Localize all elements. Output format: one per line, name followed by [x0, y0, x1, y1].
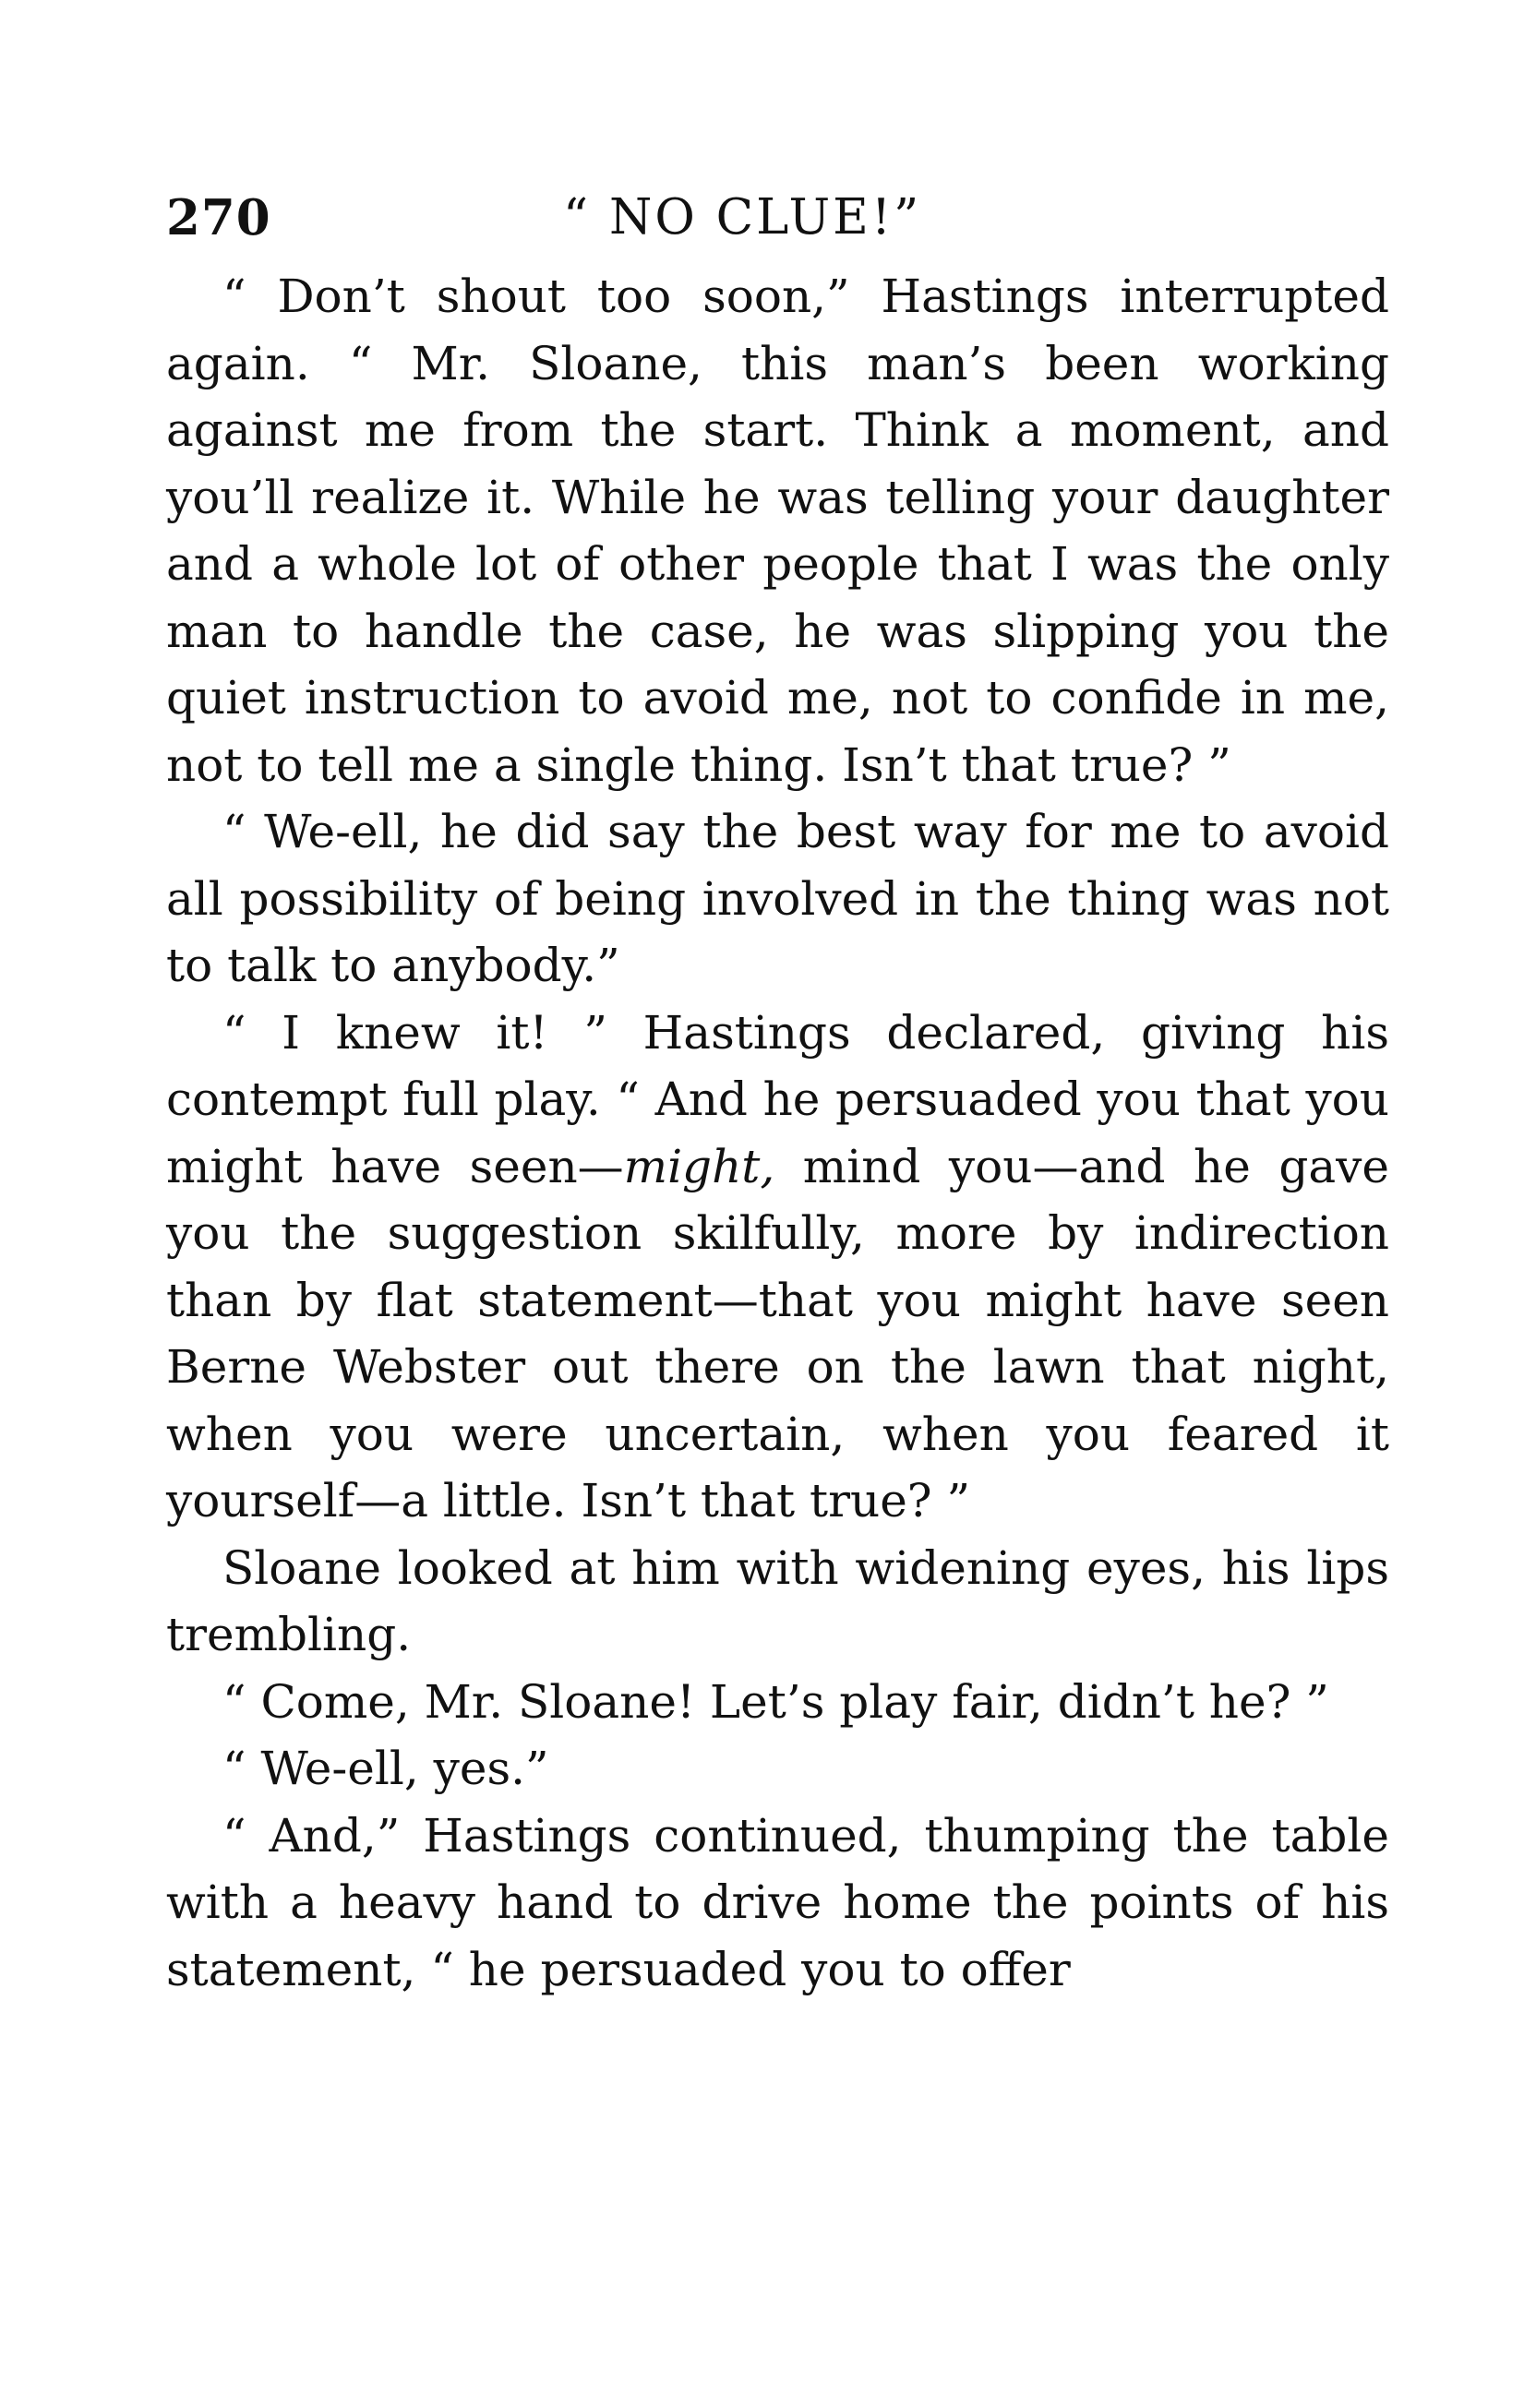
paragraph-we-ell-yes: “ We-ell, yes.” — [222, 1742, 549, 1795]
paragraph-sloane-looks: Sloane looked at him with widening eyes, his lips trembling. — [166, 1540, 1389, 1661]
paragraph-hastings-declares — [166, 1000, 1389, 1535]
paragraph-hastings-interrupts: “ Don’t shout too soon,” Hastings interrupted again. “ Mr. Sloane, this man’s been working against me from the start. Think a moment, and you’ll realize it. While he was telling your daughter and a whole lot of other people that I was the only man to handle the case, he was slipping you the quiet instruction to avoid me, not to confide in me, not to tell me a single thing. Isn’t that true? ” — [166, 270, 1389, 792]
paragraph-sloane-replies: “ We-ell, he did say the best way for me to avoid all possibility of being involved in the thing was not to talk to anybody.” — [166, 805, 1389, 992]
book-page — [166, 189, 1389, 2003]
paragraph-hastings-continues: “ And,” Hastings continued, thumping the table with a heavy hand to drive home the points of his statement, “ he persuaded you to offer — [166, 1808, 1389, 1996]
paragraph-come-mr-sloane: “ Come, Mr. Sloane! Let’s play fair, didn’t he? ” — [222, 1674, 1329, 1729]
chapter-title: “ NO CLUE!” — [563, 189, 922, 246]
emphasized-word: might, — [623, 1139, 775, 1193]
body-text — [166, 263, 1389, 2003]
running-head — [166, 189, 1389, 263]
paragraph-text-after-emphasis: mind you—and he gave you the suggestion skilfully, more by indirection than by flat statement—that you might have seen Berne Webster out there on the lawn that night, when you were uncertain, when you feared it yourself—a little. Isn’t that true? ” — [166, 1139, 1389, 1527]
page-number: 270 — [166, 189, 271, 246]
paragraph-text-before-emphasis: “ I knew it! ” Hastings declared, giving his contempt full play. “ And he persuaded you that you might have seen— — [166, 1005, 1389, 1193]
